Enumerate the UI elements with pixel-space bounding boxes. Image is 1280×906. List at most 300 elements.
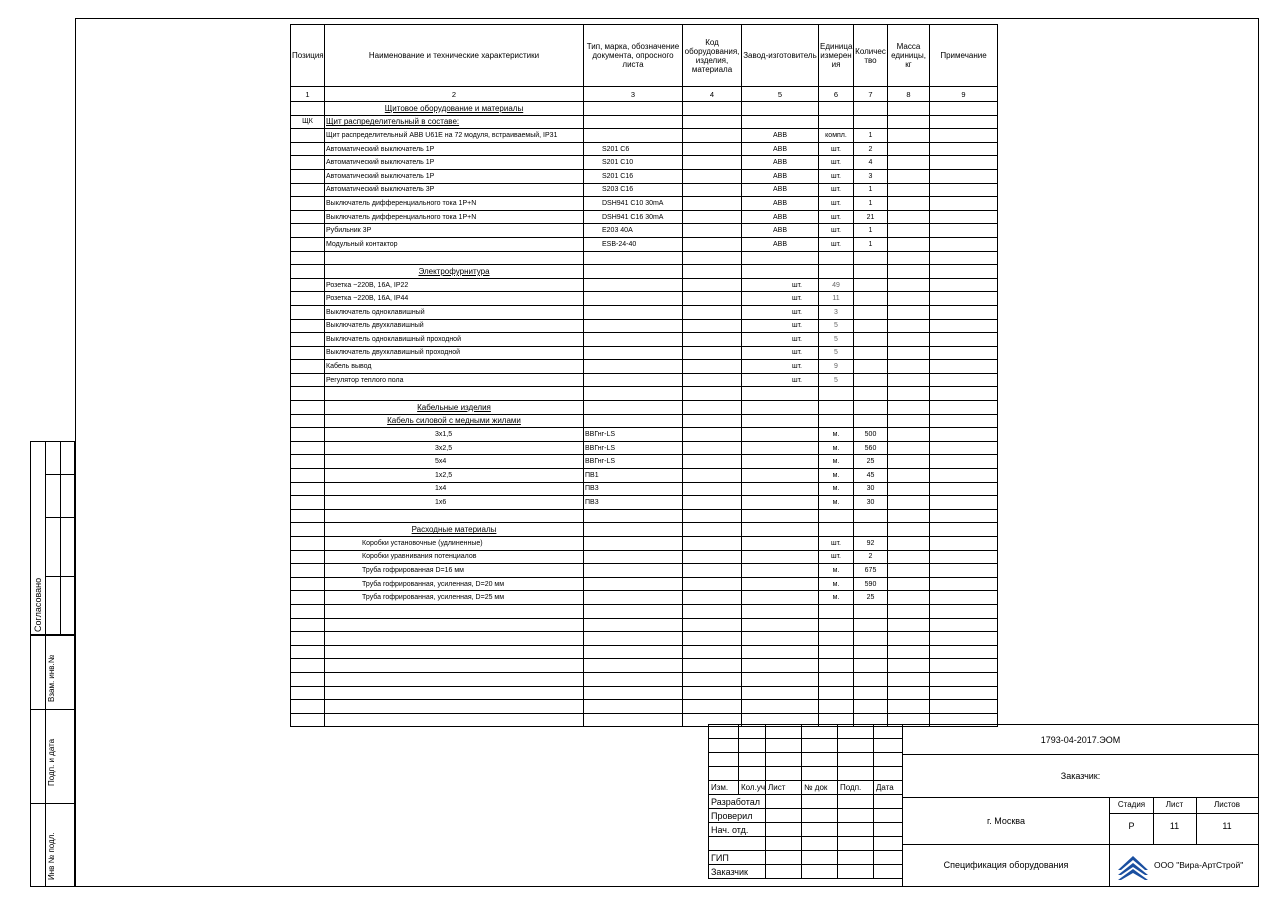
table-cell bbox=[930, 333, 998, 347]
table-cell bbox=[854, 102, 888, 116]
table-cell bbox=[930, 373, 998, 387]
table-row bbox=[291, 183, 998, 197]
qty-cell: 30 bbox=[854, 482, 888, 496]
razrabotal-label: Разработал bbox=[709, 795, 766, 809]
table-cell bbox=[291, 537, 325, 551]
name-cell: Выключатель дифференциального тока 1P+N bbox=[325, 197, 584, 211]
table-cell bbox=[854, 645, 888, 659]
position-cell: ЩК bbox=[291, 115, 325, 129]
table-cell bbox=[584, 632, 683, 646]
type-cell: S201 C16 bbox=[584, 169, 683, 183]
qty-cell: 92 bbox=[854, 537, 888, 551]
unit-cell: м. bbox=[819, 577, 854, 591]
table-row bbox=[291, 577, 998, 591]
table-cell bbox=[930, 129, 998, 143]
table-cell bbox=[888, 346, 930, 360]
company-name: ООО "Вира-АртСтрой" bbox=[1154, 860, 1244, 870]
table-row bbox=[291, 659, 998, 673]
table-cell bbox=[888, 265, 930, 279]
unit-cell: м. bbox=[819, 496, 854, 510]
table-cell bbox=[888, 591, 930, 605]
table-cell bbox=[291, 496, 325, 510]
doc-title: Спецификация оборудования bbox=[903, 844, 1110, 886]
table-cell bbox=[888, 169, 930, 183]
table-cell bbox=[683, 292, 742, 306]
table-cell bbox=[683, 577, 742, 591]
col-data: Дата bbox=[874, 781, 903, 795]
table-cell bbox=[888, 102, 930, 116]
qty-cell: 21 bbox=[854, 210, 888, 224]
table-cell bbox=[584, 523, 683, 537]
table-cell bbox=[291, 672, 325, 686]
qty-cell: 49 bbox=[819, 278, 854, 292]
table-cell bbox=[854, 659, 888, 673]
column-number: 3 bbox=[584, 87, 683, 102]
unit-cell: шт. bbox=[742, 373, 819, 387]
name-cell: Розетка ~220В, 16А, IP44 bbox=[325, 292, 584, 306]
table-cell bbox=[683, 129, 742, 143]
table-cell bbox=[683, 319, 742, 333]
name-cell: 3х2,5 bbox=[325, 441, 584, 455]
table-cell bbox=[291, 482, 325, 496]
table-cell bbox=[291, 632, 325, 646]
table-cell bbox=[291, 550, 325, 564]
table-cell bbox=[291, 319, 325, 333]
gip-label: ГИП bbox=[709, 851, 766, 865]
maker-cell: ABB bbox=[742, 224, 819, 238]
table-cell bbox=[888, 197, 930, 211]
name-cell: Труба гофрированная, усиленная, D=25 мм bbox=[325, 591, 584, 605]
maker-cell: ABB bbox=[742, 156, 819, 170]
qty-cell: 2 bbox=[854, 142, 888, 156]
table-cell bbox=[584, 373, 683, 387]
table-cell bbox=[683, 564, 742, 578]
table-cell bbox=[742, 632, 819, 646]
column-header: Код оборудования, изделия, материала bbox=[683, 25, 742, 87]
table-cell bbox=[584, 333, 683, 347]
table-cell bbox=[742, 102, 819, 116]
table-cell bbox=[888, 387, 930, 401]
table-cell bbox=[683, 700, 742, 714]
table-cell bbox=[683, 482, 742, 496]
table-cell bbox=[291, 169, 325, 183]
table-cell bbox=[930, 360, 998, 374]
table-header-row bbox=[291, 25, 998, 87]
table-cell bbox=[683, 224, 742, 238]
name-cell: 3х1,5 bbox=[325, 428, 584, 442]
table-cell bbox=[325, 632, 584, 646]
column-number: 8 bbox=[888, 87, 930, 102]
table-cell bbox=[888, 455, 930, 469]
section-title: Щитовое оборудование и материалы bbox=[325, 102, 584, 116]
table-cell bbox=[930, 224, 998, 238]
stage-value: Р bbox=[1128, 821, 1135, 831]
table-cell bbox=[742, 604, 819, 618]
table-cell bbox=[683, 604, 742, 618]
column-number: 5 bbox=[742, 87, 819, 102]
table-cell bbox=[888, 237, 930, 251]
table-cell bbox=[742, 401, 819, 415]
table-cell bbox=[888, 672, 930, 686]
column-header: Позиция bbox=[291, 25, 325, 87]
table-cell bbox=[584, 550, 683, 564]
proveril-label: Проверил bbox=[709, 809, 766, 823]
table-cell bbox=[819, 115, 854, 129]
table-cell bbox=[888, 224, 930, 238]
name-cell: Выключатель одноклавишный bbox=[325, 305, 584, 319]
table-cell bbox=[683, 115, 742, 129]
table-cell bbox=[584, 346, 683, 360]
table-cell bbox=[742, 591, 819, 605]
table-cell bbox=[742, 496, 819, 510]
table-cell bbox=[291, 346, 325, 360]
qty-cell: 5 bbox=[819, 373, 854, 387]
name-cell: Автоматический выключатель 1P bbox=[325, 142, 584, 156]
table-cell bbox=[683, 346, 742, 360]
table-cell bbox=[683, 210, 742, 224]
table-cell bbox=[888, 210, 930, 224]
table-cell bbox=[291, 142, 325, 156]
table-row bbox=[291, 305, 998, 319]
table-cell bbox=[742, 659, 819, 673]
table-row bbox=[291, 591, 998, 605]
column-number: 6 bbox=[819, 87, 854, 102]
table-cell bbox=[854, 360, 888, 374]
table-row bbox=[291, 686, 998, 700]
table-cell bbox=[291, 591, 325, 605]
table-cell bbox=[325, 604, 584, 618]
table-cell bbox=[683, 523, 742, 537]
table-cell bbox=[888, 659, 930, 673]
qty-cell: 45 bbox=[854, 469, 888, 483]
table-cell bbox=[584, 305, 683, 319]
table-row bbox=[291, 360, 998, 374]
column-number: 1 bbox=[291, 87, 325, 102]
table-cell bbox=[683, 441, 742, 455]
table-cell bbox=[742, 251, 819, 265]
name-cell: 1х4 bbox=[325, 482, 584, 496]
table-cell bbox=[584, 414, 683, 428]
unit-cell: шт. bbox=[742, 346, 819, 360]
table-cell bbox=[742, 509, 819, 523]
table-row bbox=[291, 346, 998, 360]
table-cell bbox=[683, 251, 742, 265]
unit-cell: м. bbox=[819, 428, 854, 442]
table-cell bbox=[930, 428, 998, 442]
table-cell bbox=[291, 577, 325, 591]
type-cell: ВВГнг-LS bbox=[584, 455, 683, 469]
table-cell bbox=[584, 645, 683, 659]
sheets-label: Листов bbox=[1214, 800, 1240, 809]
table-cell bbox=[854, 387, 888, 401]
name-cell: Автоматический выключатель 1P bbox=[325, 169, 584, 183]
table-cell bbox=[930, 169, 998, 183]
table-cell bbox=[854, 686, 888, 700]
unit-cell: шт. bbox=[742, 319, 819, 333]
table-cell bbox=[854, 319, 888, 333]
table-cell bbox=[742, 686, 819, 700]
sheet-label: Лист bbox=[1165, 800, 1184, 809]
table-cell bbox=[742, 537, 819, 551]
table-cell bbox=[291, 251, 325, 265]
column-number: 2 bbox=[325, 87, 584, 102]
table-cell bbox=[742, 645, 819, 659]
table-cell bbox=[742, 115, 819, 129]
table-cell bbox=[683, 373, 742, 387]
company-logo-icon bbox=[1116, 848, 1150, 882]
table-cell bbox=[742, 455, 819, 469]
qty-cell: 590 bbox=[854, 577, 888, 591]
table-cell bbox=[325, 251, 584, 265]
table-row bbox=[291, 428, 998, 442]
type-cell: S201 C6 bbox=[584, 142, 683, 156]
table-cell bbox=[291, 224, 325, 238]
table-cell bbox=[930, 319, 998, 333]
table-cell bbox=[683, 659, 742, 673]
maker-cell: ABB bbox=[742, 183, 819, 197]
table-cell bbox=[291, 183, 325, 197]
table-row bbox=[291, 604, 998, 618]
table-cell bbox=[683, 387, 742, 401]
table-cell bbox=[930, 278, 998, 292]
section-title: Кабель силовой с медными жилами bbox=[325, 414, 584, 428]
table-row bbox=[291, 142, 998, 156]
table-row bbox=[291, 645, 998, 659]
table-cell bbox=[930, 102, 998, 116]
table-cell bbox=[291, 292, 325, 306]
col-kol: Кол.уч bbox=[739, 781, 766, 795]
type-cell: E203 40A bbox=[584, 224, 683, 238]
revision-grid bbox=[708, 724, 903, 879]
table-cell bbox=[930, 455, 998, 469]
name-cell: Выключатель одноклавишный проходной bbox=[325, 333, 584, 347]
name-cell: Выключатель двухклавишный проходной bbox=[325, 346, 584, 360]
table-cell bbox=[291, 387, 325, 401]
maker-cell: ABB bbox=[742, 169, 819, 183]
table-cell bbox=[930, 537, 998, 551]
customer-label: Заказчик: bbox=[903, 754, 1258, 798]
table-cell bbox=[683, 156, 742, 170]
table-cell bbox=[888, 509, 930, 523]
table-cell bbox=[291, 156, 325, 170]
table-row bbox=[291, 169, 998, 183]
table-cell bbox=[291, 428, 325, 442]
maker-cell: ABB bbox=[742, 142, 819, 156]
unit-cell: м. bbox=[819, 455, 854, 469]
table-cell bbox=[930, 672, 998, 686]
table-cell bbox=[930, 251, 998, 265]
table-cell bbox=[584, 360, 683, 374]
table-row bbox=[291, 537, 998, 551]
table-cell bbox=[930, 292, 998, 306]
table-row bbox=[291, 672, 998, 686]
table-cell bbox=[584, 564, 683, 578]
table-cell bbox=[683, 686, 742, 700]
table-row bbox=[291, 224, 998, 238]
qty-cell: 30 bbox=[854, 496, 888, 510]
unit-cell: компл. bbox=[819, 129, 854, 143]
table-row bbox=[291, 278, 998, 292]
table-cell bbox=[930, 115, 998, 129]
col-ndok: № док bbox=[802, 781, 838, 795]
qty-cell: 5 bbox=[819, 319, 854, 333]
table-cell bbox=[584, 278, 683, 292]
table-cell bbox=[742, 441, 819, 455]
unit-cell: м. bbox=[819, 591, 854, 605]
qty-cell: 9 bbox=[819, 360, 854, 374]
zakazchik-label: Заказчик bbox=[709, 865, 766, 879]
table-cell bbox=[742, 414, 819, 428]
table-cell bbox=[819, 265, 854, 279]
table-cell bbox=[888, 251, 930, 265]
table-cell bbox=[291, 129, 325, 143]
table-cell bbox=[854, 265, 888, 279]
table-row bbox=[291, 237, 998, 251]
table-cell bbox=[888, 632, 930, 646]
column-header: Количес тво bbox=[854, 25, 888, 87]
table-cell bbox=[742, 428, 819, 442]
table-cell bbox=[291, 237, 325, 251]
table-row bbox=[291, 564, 998, 578]
maker-cell: ABB bbox=[742, 129, 819, 143]
table-cell bbox=[584, 659, 683, 673]
table-cell bbox=[584, 672, 683, 686]
table-cell bbox=[291, 469, 325, 483]
stamp-strip-top bbox=[30, 441, 75, 635]
name-cell: Труба гофрированная, усиленная, D=20 мм bbox=[325, 577, 584, 591]
table-cell bbox=[291, 441, 325, 455]
qty-cell: 560 bbox=[854, 441, 888, 455]
table-cell bbox=[819, 632, 854, 646]
qty-cell: 25 bbox=[854, 455, 888, 469]
qty-cell: 25 bbox=[854, 591, 888, 605]
name-cell: Труба гофрированная D=16 мм bbox=[325, 564, 584, 578]
table-cell bbox=[888, 360, 930, 374]
qty-cell: 5 bbox=[819, 333, 854, 347]
maker-cell: ABB bbox=[742, 237, 819, 251]
table-cell bbox=[683, 265, 742, 279]
table-cell bbox=[819, 102, 854, 116]
name-cell: Коробки уравнивания потенциалов bbox=[325, 550, 584, 564]
type-cell: ВВГнг-LS bbox=[584, 441, 683, 455]
table-cell bbox=[819, 645, 854, 659]
name-cell: 1х2,5 bbox=[325, 469, 584, 483]
qty-cell: 4 bbox=[854, 156, 888, 170]
sheet-value: 11 bbox=[1169, 821, 1180, 831]
table-row bbox=[291, 292, 998, 306]
table-cell bbox=[584, 713, 683, 727]
table-cell bbox=[291, 305, 325, 319]
stage-label: Стадия bbox=[1117, 800, 1146, 809]
table-cell bbox=[683, 469, 742, 483]
table-cell bbox=[584, 700, 683, 714]
title-block-main bbox=[902, 724, 1259, 887]
table-cell bbox=[584, 686, 683, 700]
inv-replace-label: Взам. инв.№ bbox=[47, 654, 56, 702]
column-number: 7 bbox=[854, 87, 888, 102]
unit-cell: шт. bbox=[819, 156, 854, 170]
table-cell bbox=[291, 455, 325, 469]
type-cell: DSH941 C16 30mA bbox=[584, 210, 683, 224]
table-cell bbox=[683, 169, 742, 183]
table-row bbox=[291, 441, 998, 455]
sheets-value: 11 bbox=[1222, 821, 1232, 831]
table-cell bbox=[888, 305, 930, 319]
type-cell: ESB-24-40 bbox=[584, 237, 683, 251]
table-cell bbox=[930, 496, 998, 510]
table-cell bbox=[819, 401, 854, 415]
table-cell bbox=[930, 700, 998, 714]
table-cell bbox=[854, 115, 888, 129]
section-title: Электрофурнитура bbox=[325, 265, 584, 279]
unit-cell: шт. bbox=[819, 537, 854, 551]
table-cell bbox=[888, 496, 930, 510]
type-cell bbox=[584, 129, 683, 143]
table-cell bbox=[683, 142, 742, 156]
table-cell bbox=[683, 333, 742, 347]
table-cell bbox=[683, 102, 742, 116]
table-cell bbox=[584, 265, 683, 279]
table-cell bbox=[888, 686, 930, 700]
table-cell bbox=[683, 550, 742, 564]
table-cell bbox=[584, 387, 683, 401]
table-cell bbox=[854, 523, 888, 537]
table-cell bbox=[930, 604, 998, 618]
table-cell bbox=[930, 305, 998, 319]
table-cell bbox=[888, 523, 930, 537]
table-cell bbox=[854, 618, 888, 632]
table-cell bbox=[930, 591, 998, 605]
column-header: Примечание bbox=[930, 25, 998, 87]
table-cell bbox=[584, 115, 683, 129]
qty-cell: 11 bbox=[819, 292, 854, 306]
table-cell bbox=[888, 577, 930, 591]
company-block bbox=[1110, 844, 1258, 886]
unit-cell: шт. bbox=[819, 142, 854, 156]
table-cell bbox=[854, 632, 888, 646]
table-cell bbox=[888, 319, 930, 333]
table-cell bbox=[888, 183, 930, 197]
unit-cell: шт. bbox=[819, 550, 854, 564]
name-cell: Модульный контактор bbox=[325, 237, 584, 251]
qty-cell: 1 bbox=[854, 224, 888, 238]
unit-cell: шт. bbox=[819, 224, 854, 238]
col-izm: Изм. bbox=[709, 781, 739, 795]
table-cell bbox=[854, 401, 888, 415]
table-cell bbox=[854, 700, 888, 714]
table-cell bbox=[742, 672, 819, 686]
table-row bbox=[291, 387, 998, 401]
table-row bbox=[291, 632, 998, 646]
table-cell bbox=[683, 237, 742, 251]
type-cell: DSH941 C10 30mA bbox=[584, 197, 683, 211]
unit-cell: шт. bbox=[742, 292, 819, 306]
table-cell bbox=[742, 550, 819, 564]
table-cell bbox=[888, 414, 930, 428]
table-cell bbox=[291, 401, 325, 415]
table-cell bbox=[819, 686, 854, 700]
column-number-row bbox=[291, 87, 998, 102]
table-cell bbox=[325, 618, 584, 632]
table-row bbox=[291, 496, 998, 510]
table-cell bbox=[291, 523, 325, 537]
table-cell bbox=[930, 414, 998, 428]
table-cell bbox=[291, 414, 325, 428]
table-cell bbox=[291, 713, 325, 727]
table-cell bbox=[325, 387, 584, 401]
table-cell bbox=[930, 577, 998, 591]
table-row bbox=[291, 509, 998, 523]
